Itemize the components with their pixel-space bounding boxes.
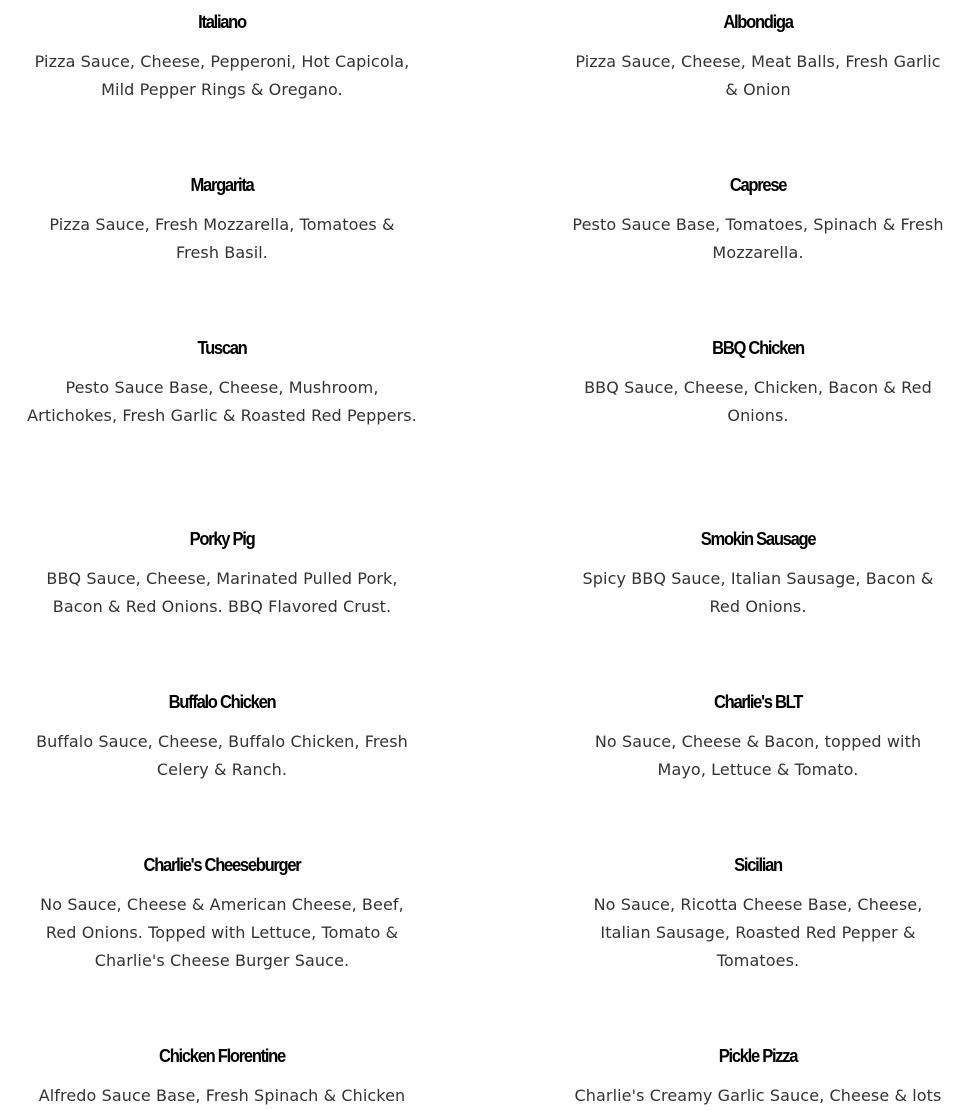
- menu-item-bbq-chicken: [558, 334, 958, 430]
- menu-item-porky-pig: [22, 525, 422, 621]
- item-title: BBQ Chicken: [712, 338, 804, 358]
- menu-item-margarita: [22, 171, 422, 267]
- menu-item-caprese: [558, 171, 958, 267]
- item-description: Pesto Sauce Base, Tomatoes, Spinach & Fresh Mozzarella.: [572, 215, 944, 262]
- item-description: Pizza Sauce, Fresh Mozzarella, Tomatoes & Fresh Basil.: [49, 215, 395, 262]
- item-description: Alfredo Sauce Base, Fresh Spinach & Chicken: [38, 1086, 406, 1105]
- menu-item-smokin-sausage: [558, 525, 958, 621]
- menu-item-buffalo-chicken: [22, 688, 422, 784]
- item-title: Margarita: [190, 175, 254, 195]
- item-description: Pesto Sauce Base, Cheese, Mushroom, Artichokes, Fresh Garlic & Roasted Red Peppers.: [27, 378, 417, 425]
- item-description: No Sauce, Cheese & American Cheese, Beef, Red Onions. Topped with Lettuce, Tomato & Charlie's Cheese Burger Sauce.: [40, 895, 404, 970]
- menu-item-italiano: [22, 8, 422, 104]
- item-description: Pizza Sauce, Cheese, Meat Balls, Fresh Garlic & Onion: [575, 52, 941, 99]
- item-description: Buffalo Sauce, Cheese, Buffalo Chicken, Fresh Celery & Ranch.: [36, 732, 408, 779]
- menu-item-tuscan: [22, 334, 422, 430]
- item-description: No Sauce, Ricotta Cheese Base, Cheese, Italian Sausage, Roasted Red Pepper & Tomatoes.: [593, 895, 923, 970]
- item-description: No Sauce, Cheese & Bacon, topped with Mayo, Lettuce & Tomato.: [594, 732, 922, 779]
- menu-item-pickle-pizza: [558, 1042, 958, 1110]
- menu-item-chicken-florentine: [22, 1042, 422, 1110]
- menu-item-charlies-blt: [558, 688, 958, 784]
- item-title: Pickle Pizza: [718, 1046, 798, 1066]
- item-title: Italiano: [198, 12, 246, 32]
- menu-item-sicilian: [558, 851, 958, 975]
- item-title: Charlie's Cheeseburger: [143, 855, 301, 875]
- item-description: Charlie's Creamy Garlic Sauce, Cheese & lots: [574, 1086, 942, 1105]
- item-title: Buffalo Chicken: [168, 692, 276, 712]
- item-title: Tuscan: [197, 338, 247, 358]
- item-description: Pizza Sauce, Cheese, Pepperoni, Hot Capicola, Mild Pepper Rings & Oregano.: [34, 52, 410, 99]
- item-title: Charlie's BLT: [713, 692, 803, 712]
- item-description: Spicy BBQ Sauce, Italian Sausage, Bacon & Red Onions.: [582, 569, 934, 616]
- item-title: Albondiga: [723, 12, 793, 32]
- menu-item-albondiga: [558, 8, 958, 104]
- item-title: Chicken Florentine: [159, 1046, 285, 1066]
- item-description: BBQ Sauce, Cheese, Chicken, Bacon & Red Onions.: [584, 378, 932, 425]
- item-title: Porky Pig: [189, 529, 255, 549]
- item-title: Caprese: [729, 175, 787, 195]
- item-title: Smokin Sausage: [700, 529, 816, 549]
- menu-item-charlies-cheeseburger: [22, 851, 422, 975]
- item-title: Sicilian: [734, 855, 782, 875]
- item-description: BBQ Sauce, Cheese, Marinated Pulled Pork, Bacon & Red Onions. BBQ Flavored Crust.: [46, 569, 398, 616]
